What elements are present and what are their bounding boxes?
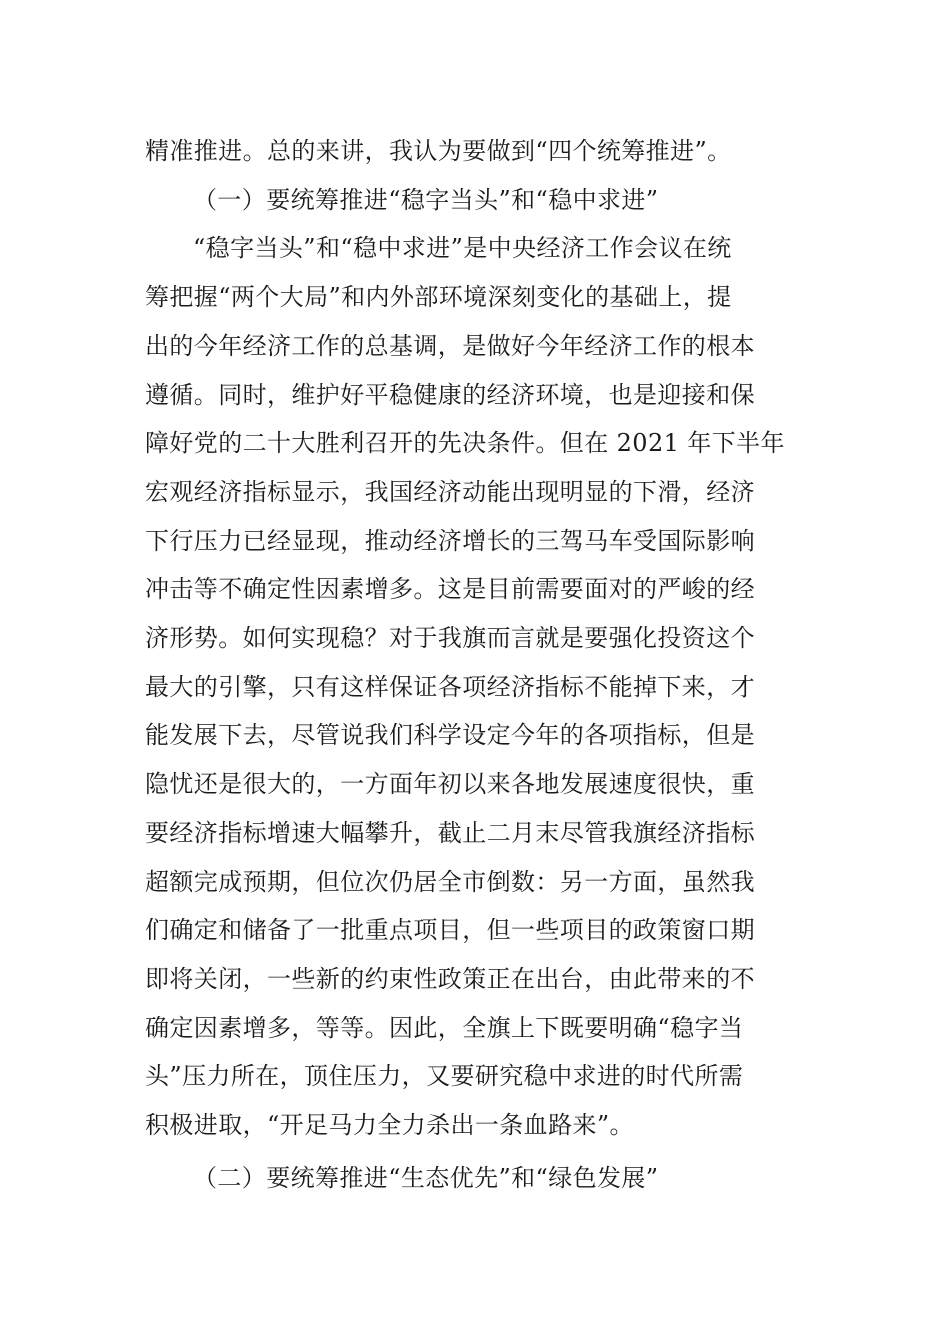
text-line: 积极进取，“开足马力全力杀出一条血路来”。 [145,1111,634,1139]
text-line: 下行压力已经显现，推动经济增长的三驾马车受国际影响 [145,526,755,555]
text-line: 筹把握“两个大局”和内外部环境深刻变化的基础上，提 [145,283,732,312]
text-line: 确定因素增多，等等。因此，全旗上下既要明确“稳字当 [145,1013,744,1042]
text-line: 超额完成预期，但位次仍居全市倒数：另一方面，虽然我 [145,867,755,896]
text-line: 即将关闭，一些新的约束性政策正在出台，由此带来的不 [145,964,755,993]
text-line: 要经济指标增速大幅攀升，截止二月末尽管我旗经济指标 [145,818,755,847]
text-line: 能发展下去，尽管说我们科学设定今年的各项指标，但是 [145,721,755,750]
text-line: 冲击等不确定性因素增多。这是目前需要面对的严峻的经 [145,575,755,604]
text-line: 最大的引擎，只有这样保证各项经济指标不能掉下来，才 [145,672,755,701]
text-line: 头”压力所在，顶住压力，又要研究稳中求进的时代所需 [145,1062,744,1091]
text-line: 隐忧还是很大的，一方面年初以来各地发展速度很快，重 [145,770,755,799]
text-line: 宏观经济指标显示，我国经济动能出现明显的下滑，经济 [145,477,755,506]
text-line: 济形势。如何实现稳？对于我旗而言就是要强化投资这个 [145,624,755,652]
text-line: 遵循。同时，维护好平稳健康的经济环境，也是迎接和保 [145,380,755,409]
text-line: 们确定和储备了一批重点项目，但一些项目的政策窗口期 [145,916,755,945]
text-line: 精准推进。总的来讲，我认为要做到“四个统筹推进”。 [145,137,732,165]
text-line: 障好党的二十大胜利召开的先决条件。但在 2021 年下半年 [145,429,785,458]
text-line: 出的今年经济工作的总基调，是做好今年经济工作的根本 [145,331,755,360]
heading-line: （一）要统筹推进“稳字当头”和“稳中求进” [193,185,659,214]
heading-line: （二）要统筹推进“生态优先”和“绿色发展” [193,1163,659,1192]
heading-line: “稳字当头”和“稳中求进”是中央经济工作会议在统 [193,234,732,263]
